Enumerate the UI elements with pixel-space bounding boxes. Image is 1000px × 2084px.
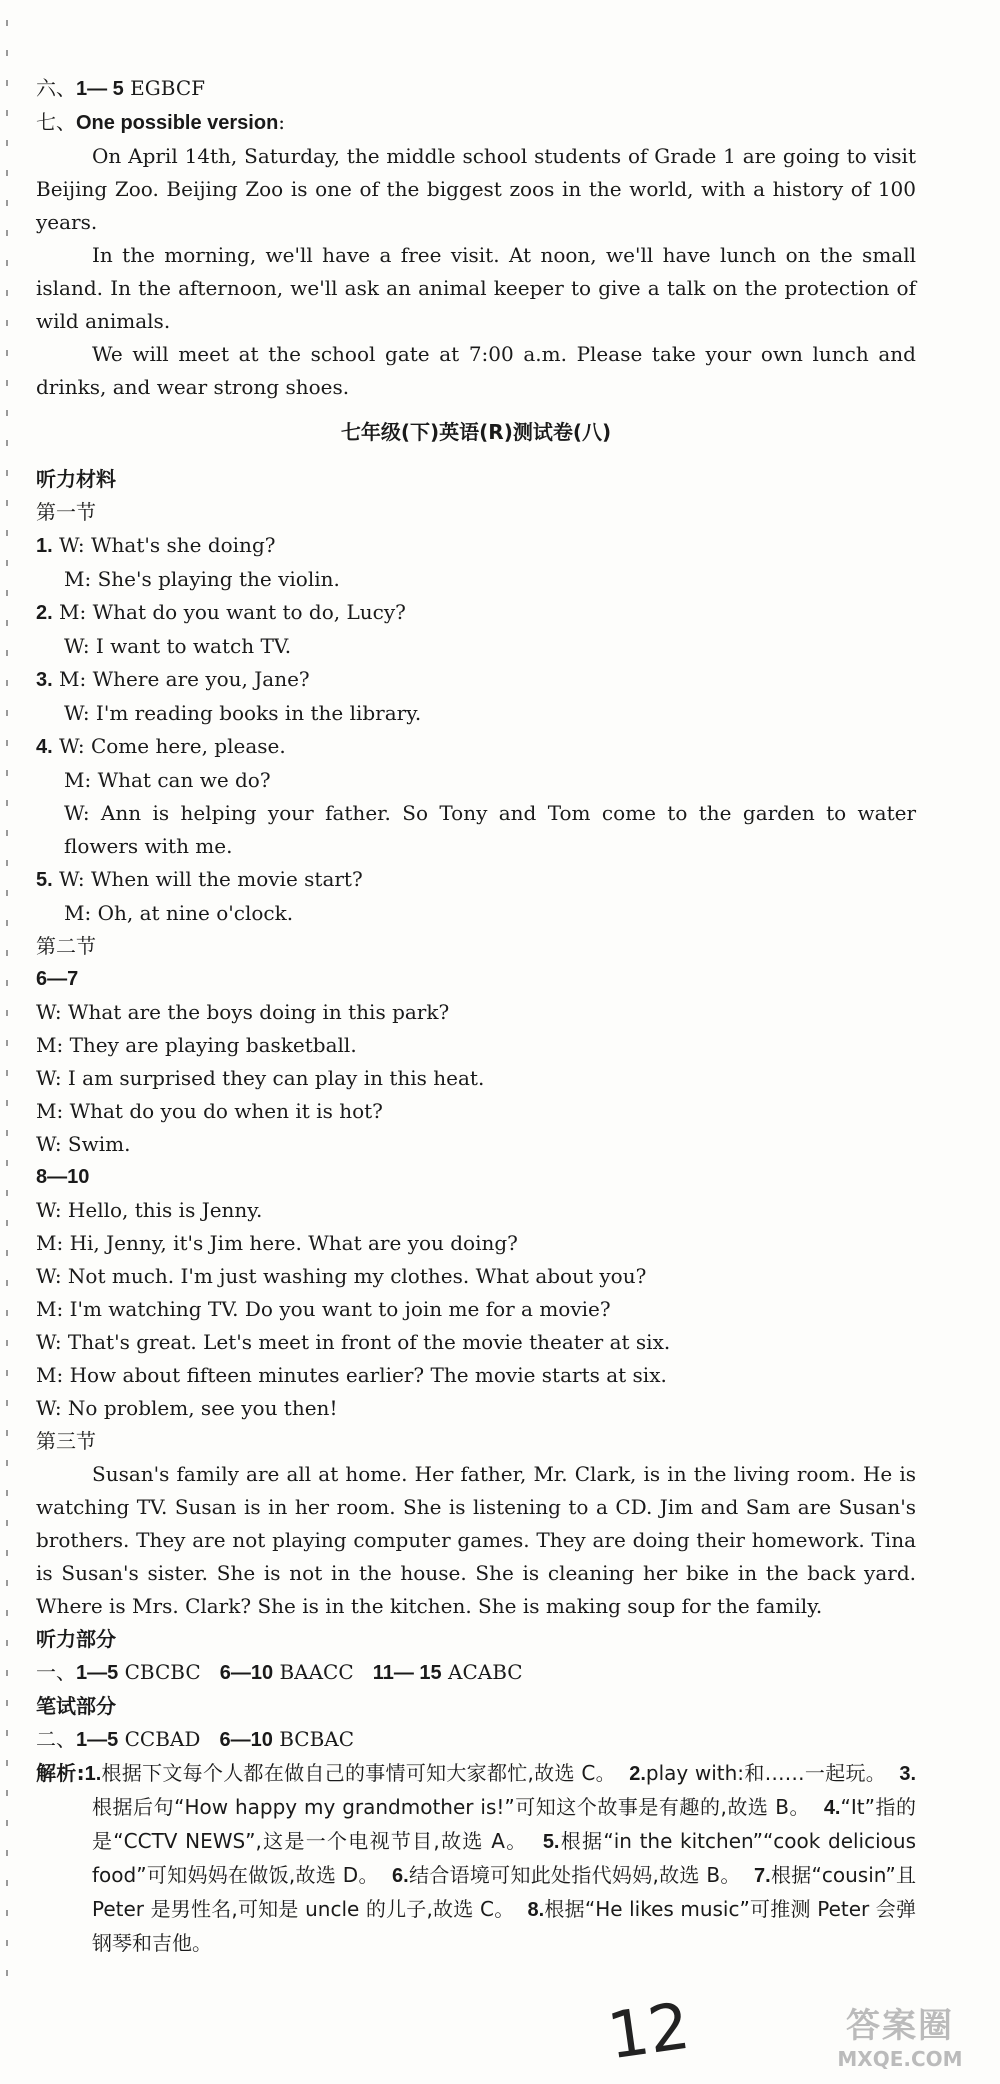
listening-part-label: 听力部分 — [36, 1627, 116, 1651]
analysis-paragraph: 解析:1.根据下文每个人都在做自己的事情可知大家都忙,故选 C。 2.play with:和……一起玩。 3.根据后句“How happy my grandmother is!”可知这个故事是有趣的,故选 B。 4.“It”指的是“CCTV NEWS”,这是一个电视节目,故选 A。 5.根据“in the kitchen”“cook delicious food”可知妈妈在做饭,故选 D。 6.结合语境可知此处指代妈妈,故选 B。 7.根据“cousin”且 Peter 是男性名,可知是 uncle 的儿子,故选 C。 8.根据“He likes music”可推测 Peter 会弹钢琴和吉他。 — [36, 1761, 917, 1955]
watermark-logo: 答案圈 — [846, 2006, 954, 2046]
dialogue-3: 3. M: Where are you, Jane? W: I'm reading books in the library. — [36, 667, 422, 725]
dialogue-5: 5. W: When will the movie start? M: Oh, at nine o'clock. — [36, 867, 363, 925]
site-watermark — [810, 1998, 990, 2078]
written-answers: 二、1—5 CCBAD 6—10 BCBAC — [36, 1727, 355, 1751]
listening-material-label: 听力材料 — [36, 467, 116, 491]
dialogue-2: 2. M: What do you want to do, Lucy? W: I want to watch TV. — [36, 600, 406, 658]
part-3-label: 第三节 — [36, 1429, 96, 1453]
essay-paragraph-2: In the morning, we'll have a free visit. At noon, we'll have lunch on the small island. In the afternoon, we'll ask an animal keeper to give a talk on the protection of wild animals. — [36, 243, 916, 333]
dialogue-1: 1. W: What's she doing? M: She's playing the violin. — [36, 533, 340, 591]
test-title: 七年级(下)英语(R)测试卷(八) — [340, 420, 612, 444]
listening-answers: 一、1—5 CBCBC 6—10 BAACC 11— 15 ACABC — [36, 1660, 523, 1684]
part-1-label: 第一节 — [36, 500, 96, 524]
essay-paragraph-1: On April 14th, Saturday, the middle school students of Grade 1 are going to visit Beijing Zoo. Beijing Zoo is one of the biggest zoos in the world, with a history of 100 years. — [36, 144, 916, 234]
dialogue-6-7: W: What are the boys doing in this park? M: They are playing basketball. W: I am surprised they can play in this heat. M: What do you do when it is hot? W: Swim. — [36, 1000, 485, 1156]
written-part-label: 笔试部分 — [36, 1694, 116, 1718]
dialogue-4: 4. W: Come here, please. M: What can we do? W: Ann is helping your father. So Tony and Tom come to the garden to water flowers with me. — [36, 734, 916, 858]
part-3-passage: Susan's family are all at home. Her father, Mr. Clark, is in the living room. He is watching TV. Susan is in her room. She is listening to a CD. Jim and Sam are Susan's brothers. They are not playing computer games. They are doing their homework. Tina is Susan's sister. She is not in the house. She is cleaning her bike in the back yard. Where is Mrs. Clark? She is in the kitchen. She is making soup for the family. — [36, 1462, 916, 1618]
range-6-7: 6—7 — [36, 968, 79, 990]
answer-page — [36, 72, 916, 1960]
section-7-heading: 七、One possible version: — [36, 110, 286, 134]
handwritten-page-number: 12 — [603, 1989, 695, 2075]
essay-paragraph-3: We will meet at the school gate at 7:00 a.m. Please take your own lunch and drinks, and wear strong shoes. — [36, 342, 916, 399]
part-2-label: 第二节 — [36, 934, 96, 958]
range-8-10: 8—10 — [36, 1166, 90, 1188]
dialogue-8-10: W: Hello, this is Jenny. M: Hi, Jenny, it's Jim here. What are you doing? W: Not much. I'm just washing my clothes. What about you? M: I'm watching TV. Do you want to join me for a movie? W: That's great. Let's meet in front of the movie theater at six. M: How about fifteen minutes earlier? The movie starts at six. W: No problem, see you then! — [36, 1198, 671, 1420]
binding-line — [6, 20, 8, 1990]
watermark-url: MXQE.COM — [837, 2047, 963, 2071]
section-6-answers: 六、1— 5 EGBCF — [36, 76, 205, 100]
